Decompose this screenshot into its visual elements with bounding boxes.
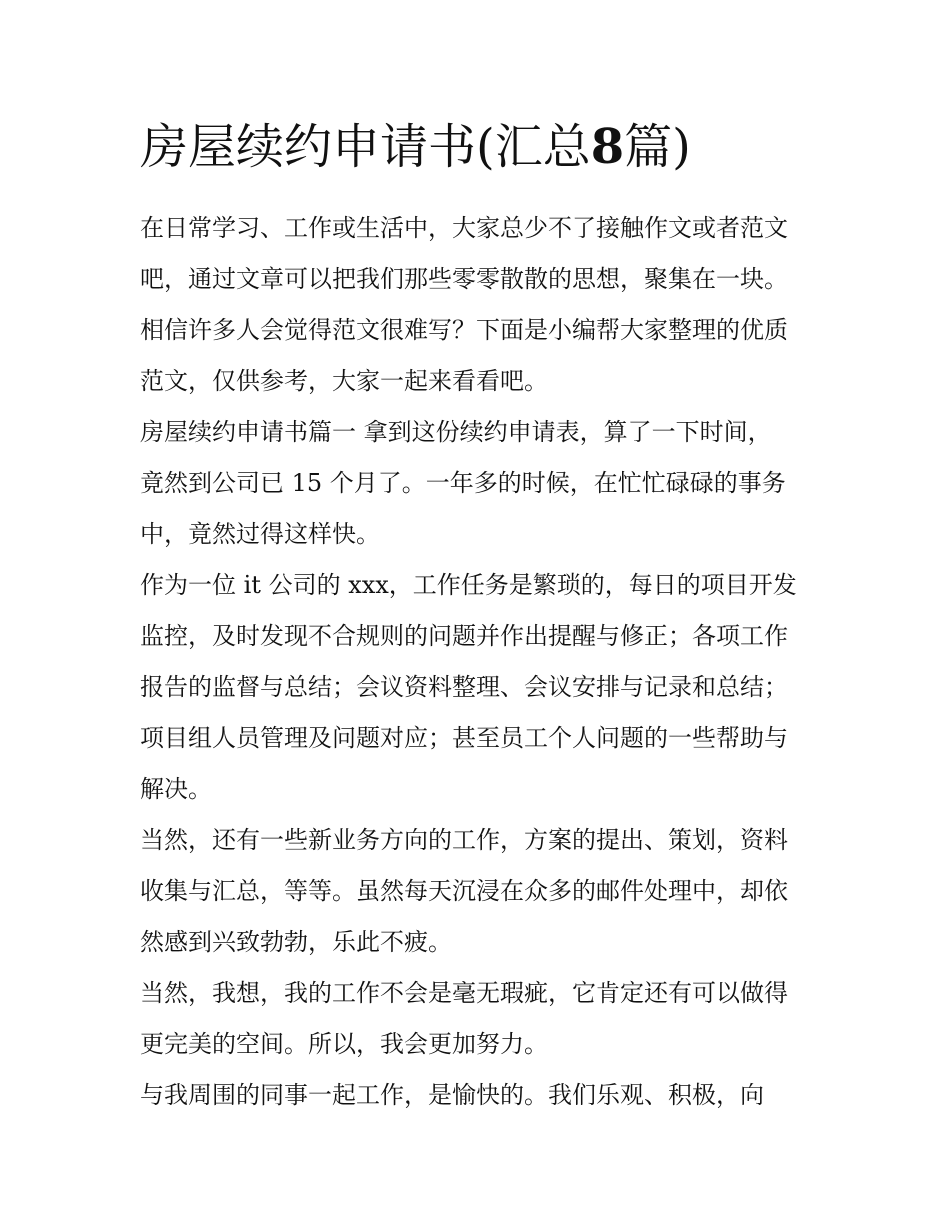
document-body: [140, 203, 812, 1121]
paragraph-intro: [140, 203, 812, 407]
text-line: 报告的监督与总结；会议资料整理、会议安排与记录和总结；: [140, 673, 788, 701]
text-line: 解决。: [140, 775, 212, 803]
text-line: 作为一位 it 公司的 xxx，工作任务是繁琐的，每日的项目开发: [140, 571, 797, 599]
title-number: 8: [590, 119, 625, 175]
document-title: [140, 114, 812, 180]
text-line: 当然，我想，我的工作不会是毫无瑕疵，它肯定还有可以做得: [140, 979, 788, 1007]
paragraph-new-business: [140, 815, 812, 968]
text-line: 房屋续约申请书篇一 拿到这份续约申请表，算了一下时间，: [140, 418, 772, 446]
title-text: 房屋续约申请书(汇总: [140, 119, 591, 175]
text-line: 监控，及时发现不合规则的问题并作出提醒与修正；各项工作: [140, 622, 788, 650]
text-line: 更完美的空间。所以，我会更加努力。: [140, 1030, 548, 1058]
paragraph-work-duties: [140, 560, 812, 815]
title-suffix: 篇): [624, 119, 691, 175]
text-line: 竟然到公司已 15 个月了。一年多的时候，在忙忙碌碌的事务: [140, 469, 786, 497]
paragraph-improvement: [140, 968, 812, 1070]
text-line: 项目组人员管理及问题对应；甚至员工个人问题的一些帮助与: [140, 724, 788, 752]
text-line: 范文，仅供参考，大家一起来看看吧。: [140, 367, 548, 395]
text-line: 收集与汇总，等等。虽然每天沉浸在众多的邮件处理中，却依: [140, 877, 788, 905]
text-line: 然感到兴致勃勃，乐此不疲。: [140, 928, 452, 956]
paragraph-colleagues: [140, 1070, 812, 1121]
text-line: 吧，通过文章可以把我们那些零零散散的思想，聚集在一块。: [140, 265, 788, 293]
document-content: [140, 114, 812, 1121]
text-line: 中，竟然过得这样快。: [140, 520, 380, 548]
text-line: 相信许多人会觉得范文很难写？下面是小编帮大家整理的优质: [140, 316, 788, 344]
text-line: 当然，还有一些新业务方向的工作，方案的提出、策划，资料: [140, 826, 788, 854]
text-line: 与我周围的同事一起工作，是愉快的。我们乐观、积极，向: [140, 1081, 764, 1109]
text-line: 在日常学习、工作或生活中，大家总少不了接触作文或者范文: [140, 214, 788, 242]
paragraph-article-one: [140, 407, 812, 560]
